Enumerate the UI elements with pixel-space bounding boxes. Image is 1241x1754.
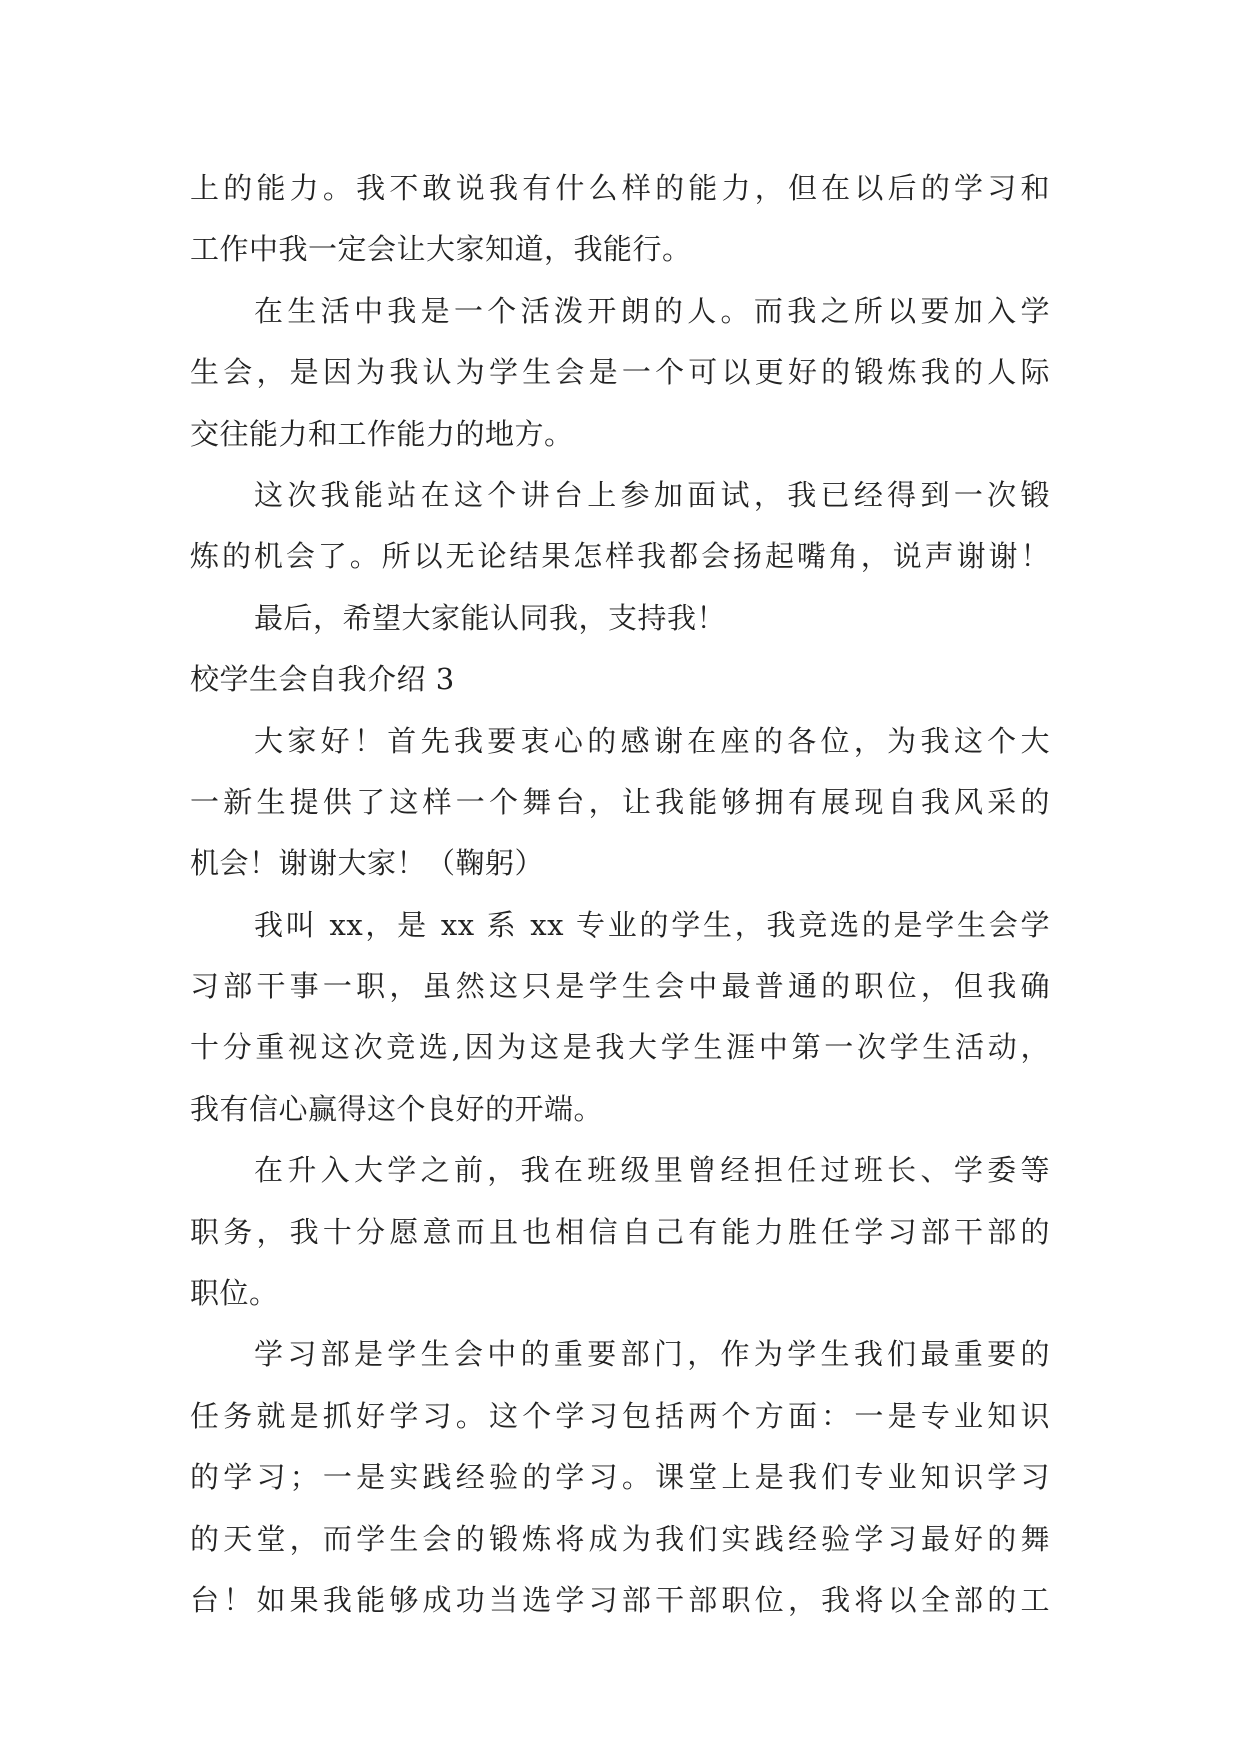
paragraph-first-line: 学习部是学生会中的重要部门，作为学生我们最重要的: [254, 1337, 1050, 1372]
paragraph-first-line: 最后，希望大家能认同我，支持我！: [254, 600, 727, 635]
text-line: 十分重视这次竞选,因为这是我大学生涯中第一次学生活动，: [190, 1030, 1050, 1065]
text-line: 职务，我十分愿意而且也相信自己有能力胜任学习部干部的: [190, 1214, 1050, 1249]
paragraph-first-line: 在升入大学之前，我在班级里曾经担任过班长、学委等: [254, 1153, 1050, 1188]
section-heading: 校学生会自我介绍 3: [190, 662, 455, 697]
text-line: 台！如果我能够成功当选学习部干部职位，我将以全部的工: [190, 1582, 1050, 1617]
text-line: 习部干事一职，虽然这只是学生会中最普通的职位，但我确: [190, 969, 1050, 1004]
paragraph-first-line: 我叫 xx，是 xx 系 xx 专业的学生，我竞选的是学生会学: [254, 907, 1050, 942]
text-line: 机会！谢谢大家！（鞠躬）: [190, 846, 545, 881]
text-line: 上的能力。我不敢说我有什么样的能力，但在以后的学习和: [190, 171, 1050, 205]
document-body: [190, 158, 1050, 1631]
text-line: 职位。: [190, 1276, 279, 1311]
text-line: 任务就是抓好学习。这个学习包括两个方面：一是专业知识: [190, 1398, 1050, 1433]
text-line: 我有信心赢得这个良好的开端。: [190, 1091, 604, 1126]
paragraph-first-line: 大家好！首先我要衷心的感谢在座的各位，为我这个大: [254, 723, 1050, 758]
paragraph-first-line: 这次我能站在这个讲台上参加面试，我已经得到一次锻: [254, 477, 1050, 512]
text-line: 工作中我一定会让大家知道，我能行。: [190, 232, 692, 267]
text-line: 一新生提供了这样一个舞台，让我能够拥有展现自我风采的: [190, 784, 1050, 819]
text-line: 的天堂，而学生会的锻炼将成为我们实践经验学习最好的舞: [190, 1521, 1050, 1556]
paragraph-first-line: 在生活中我是一个活泼开朗的人。而我之所以要加入学: [254, 293, 1050, 328]
text-line: 的学习；一是实践经验的学习。课堂上是我们专业知识学习: [190, 1460, 1050, 1495]
text-line: 生会，是因为我认为学生会是一个可以更好的锻炼我的人际: [190, 355, 1050, 390]
text-line: 炼的机会了。所以无论结果怎样我都会扬起嘴角，说声谢谢！: [190, 539, 1050, 574]
text-line: 交往能力和工作能力的地方。: [190, 416, 574, 451]
